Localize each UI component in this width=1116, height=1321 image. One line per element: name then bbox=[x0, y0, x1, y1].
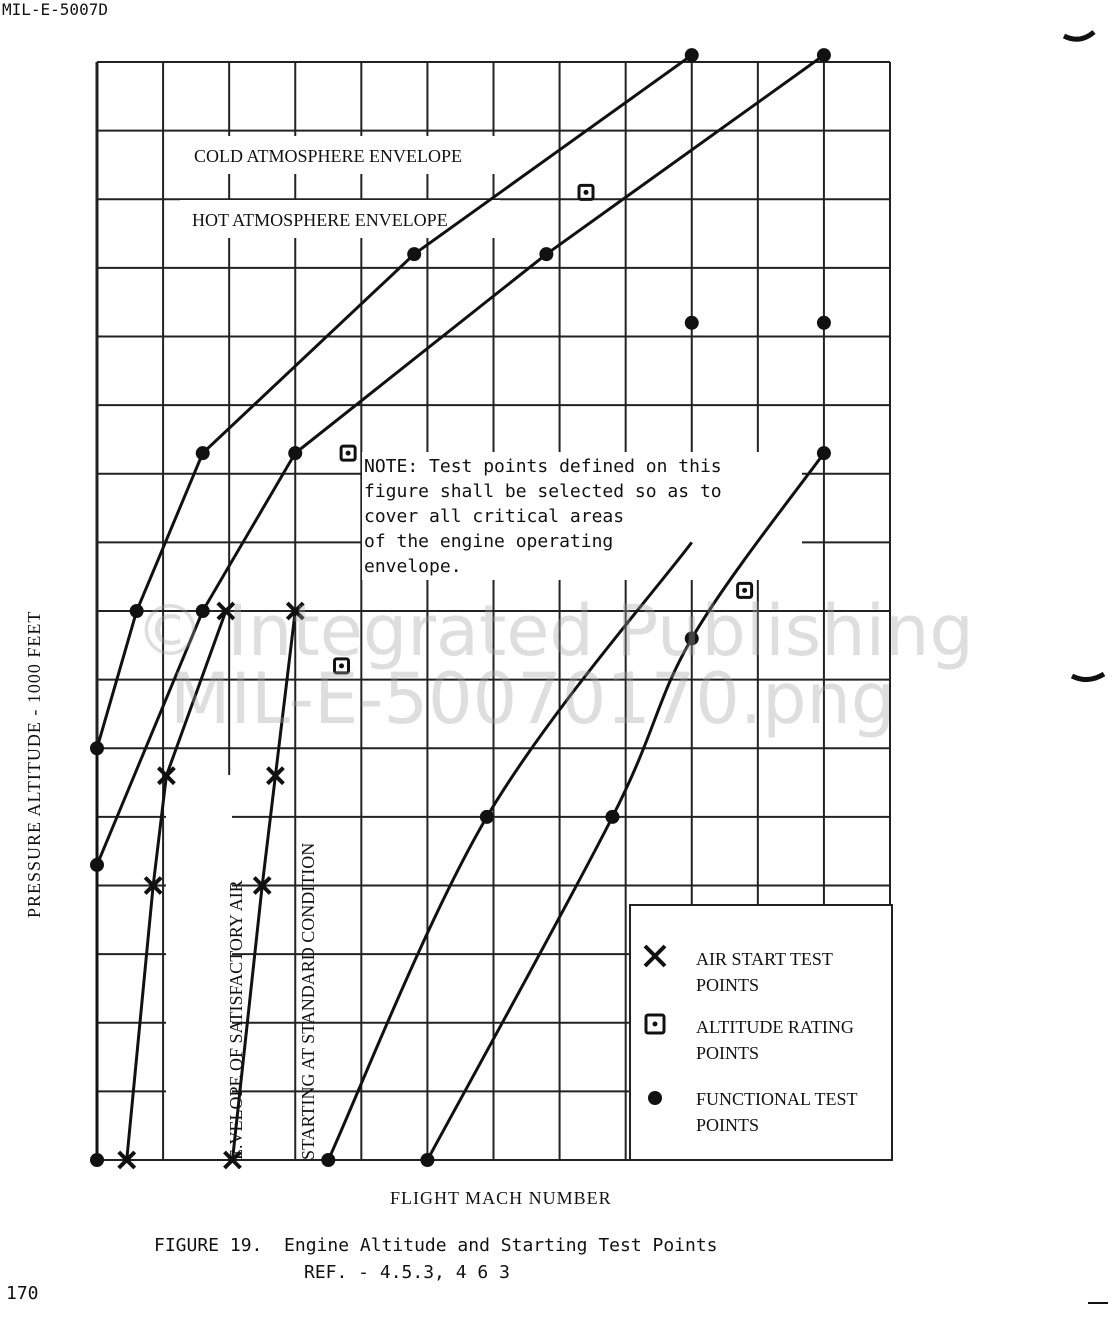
start-envelope-line-1: E.VELOPE OF SATISFACTORY AIR bbox=[226, 880, 246, 1160]
crop-mark bbox=[1072, 674, 1104, 680]
legend-altitude-rating-line-2: POINTS bbox=[696, 1043, 760, 1063]
legend-air-start-line-2: POINTS bbox=[696, 975, 760, 995]
square-center bbox=[346, 451, 351, 456]
start-envelope-line-2: STARTING AT STANDARD CONDITION bbox=[298, 842, 318, 1160]
note-line: envelope. bbox=[364, 556, 462, 577]
functional-test-point bbox=[90, 858, 104, 872]
legend-dot-icon bbox=[648, 1091, 662, 1105]
functional-test-point bbox=[196, 446, 210, 460]
functional-test-point bbox=[539, 247, 553, 261]
legend-functional-line-1: FUNCTIONAL TEST bbox=[696, 1089, 858, 1109]
start-envelope-label bbox=[176, 843, 344, 1160]
functional-test-point bbox=[420, 1153, 434, 1167]
cold-envelope-label: COLD ATMOSPHERE ENVELOPE bbox=[194, 146, 463, 166]
hot-envelope-label: HOT ATMOSPHERE ENVELOPE bbox=[192, 210, 448, 230]
functional-test-point bbox=[480, 810, 494, 824]
note-line: cover all critical areas bbox=[364, 506, 625, 527]
functional-test-point bbox=[817, 446, 831, 460]
functional-test-point bbox=[605, 810, 619, 824]
functional-test-point bbox=[90, 741, 104, 755]
figure-reference: REF. - 4.5.3, 4 6 3 bbox=[304, 1262, 510, 1283]
functional-test-point bbox=[685, 48, 699, 62]
crop-mark bbox=[1064, 32, 1094, 39]
functional-test-point bbox=[817, 48, 831, 62]
legend-air-start-line-1: AIR START TEST bbox=[696, 949, 833, 969]
legend-square-icon bbox=[646, 1015, 664, 1033]
functional-test-point bbox=[685, 316, 699, 330]
altitude-rating-point bbox=[579, 185, 593, 199]
functional-test-point bbox=[288, 446, 302, 460]
y-axis-label: PRESSURE ALTITUDE - 1000 FEET bbox=[24, 610, 44, 918]
functional-test-point bbox=[90, 1153, 104, 1167]
note-line: NOTE: Test points defined on this bbox=[364, 456, 722, 477]
note-line: figure shall be selected so as to bbox=[364, 481, 722, 502]
page-number: 170 bbox=[6, 1283, 39, 1304]
note-annotation bbox=[364, 454, 722, 579]
document-id: MIL-E-5007D bbox=[2, 0, 108, 19]
functional-test-point bbox=[407, 247, 421, 261]
x-axis-label: FLIGHT MACH NUMBER bbox=[390, 1188, 612, 1208]
functional-test-point bbox=[817, 316, 831, 330]
watermark-line-1: © Integrated Publishing bbox=[135, 590, 974, 672]
figure-caption: FIGURE 19. Engine Altitude and Starting Test Points bbox=[154, 1235, 718, 1256]
note-line: of the engine operating bbox=[364, 531, 614, 552]
altitude-rating-point bbox=[341, 446, 355, 460]
watermark-line-2: MIL-E-50070170.png bbox=[170, 658, 896, 740]
square-center bbox=[653, 1022, 658, 1027]
legend-functional-line-2: POINTS bbox=[696, 1115, 760, 1135]
square-center bbox=[584, 190, 589, 195]
legend-altitude-rating-line-1: ALTITUDE RATING bbox=[696, 1017, 854, 1037]
